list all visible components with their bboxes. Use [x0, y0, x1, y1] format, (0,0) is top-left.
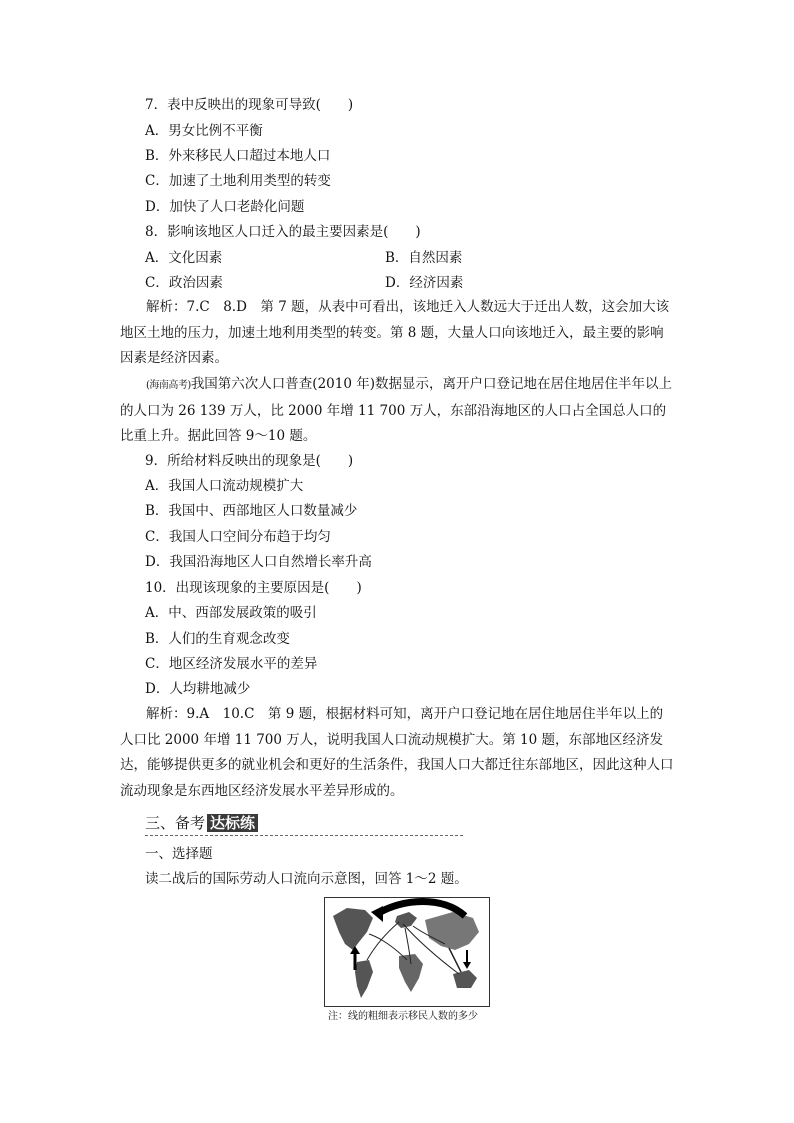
q10-option-c: C．地区经济发展水平的差异 [145, 656, 318, 672]
q9-option-a: A．我国人口流动规模扩大 [145, 478, 304, 494]
section-highlight: 达标练 [207, 814, 258, 832]
south-america-shape [355, 960, 373, 998]
subsection-title: 一、选择题 [145, 846, 213, 862]
question-intro: 读二战后的国际劳动人口流向示意图，回答 1～2 题。 [145, 871, 468, 887]
q8-option-c: C．政治因素 [145, 275, 223, 291]
analysis-9-10: 解析：9.A 10.C 第 9 题，根据材料可知，离开户口登记地在居住地居住半年以上的人口比 2000 年增 11 700 万人，说明我国人口流动规模扩大。第 10 题，东部地区经济发达，能够提供更多的就业机会和更好的生活条件，我国人口大都迁往东部地区，因此这种人口流动现象是东西地区经济发展水平差异形成的。 [120, 706, 674, 799]
africa-shape [399, 954, 423, 992]
q10-option-d: D．人均耕地减少 [145, 681, 251, 697]
q9-option-b: B．我国中、西部地区人口数量减少 [145, 503, 358, 519]
q10-option-b: B．人们的生育观念改变 [145, 631, 290, 647]
flow-line-asia-australia [449, 948, 461, 972]
q9-option-d: D．我国沿海地区人口自然增长率升高 [145, 554, 372, 570]
migration-map-figure [324, 897, 490, 1007]
analysis-7-8: 解析：7.C 8.D 第 7 题，从表中可看出，该地迁入人数远大于迁出人数，这会加大该地区土地的压力，加速土地利用类型的转变。第 8 题，大量人口向该地迁入，最主要的影响因素是经济因素。 [120, 299, 670, 366]
section-prefix: 三、备考 [145, 814, 206, 832]
major-flow-arrowhead [371, 906, 383, 922]
north-america-shape [333, 908, 373, 950]
q8-stem: 8．影响该地区人口迁入的最主要因素是( ) [145, 224, 421, 240]
q7-option-c: C．加速了土地利用类型的转变 [145, 173, 331, 189]
material-paragraph [120, 372, 676, 450]
q9-stem: 9．所给材料反映出的现象是( ) [145, 453, 354, 469]
q10-stem: 10．出现该现象的主要原因是( ) [145, 580, 362, 596]
q7-option-a: A．男女比例不平衡 [145, 123, 263, 139]
map-caption: 注：线的粗细表示移民人数的多少 [328, 1011, 478, 1022]
world-map-illustration [325, 898, 489, 1006]
q8-option-d: D．经济因素 [385, 275, 464, 291]
material-source: (海南高考) [146, 380, 191, 391]
europe-shape [395, 912, 417, 928]
section-heading [145, 812, 258, 834]
section-divider [145, 835, 463, 836]
q7-option-b: B．外来移民人口超过本地人口 [145, 148, 331, 164]
australia-down-arrowhead [463, 962, 471, 969]
q7-option-d: D．加快了人口老龄化问题 [145, 199, 305, 215]
q9-option-c: C．我国人口空间分布趋于均匀 [145, 529, 331, 545]
q8-option-b: B．自然因素 [385, 250, 463, 266]
q7-stem: 7．表中反映出的现象可导致( ) [145, 97, 354, 113]
q10-option-a: A．中、西部发展政策的吸引 [145, 605, 317, 621]
q8-option-a: A．文化因素 [145, 250, 223, 266]
material-text: 我国第六次人口普查(2010 年)数据显示，离开户口登记地在居住地居住半年以上的人口为 26 139 万人，比 2000 年增 11 700 万人，东部沿海地区的人口占全国总人口的比重上升。据此回答 9～10 题。 [120, 376, 672, 444]
asia-shape [425, 912, 479, 950]
